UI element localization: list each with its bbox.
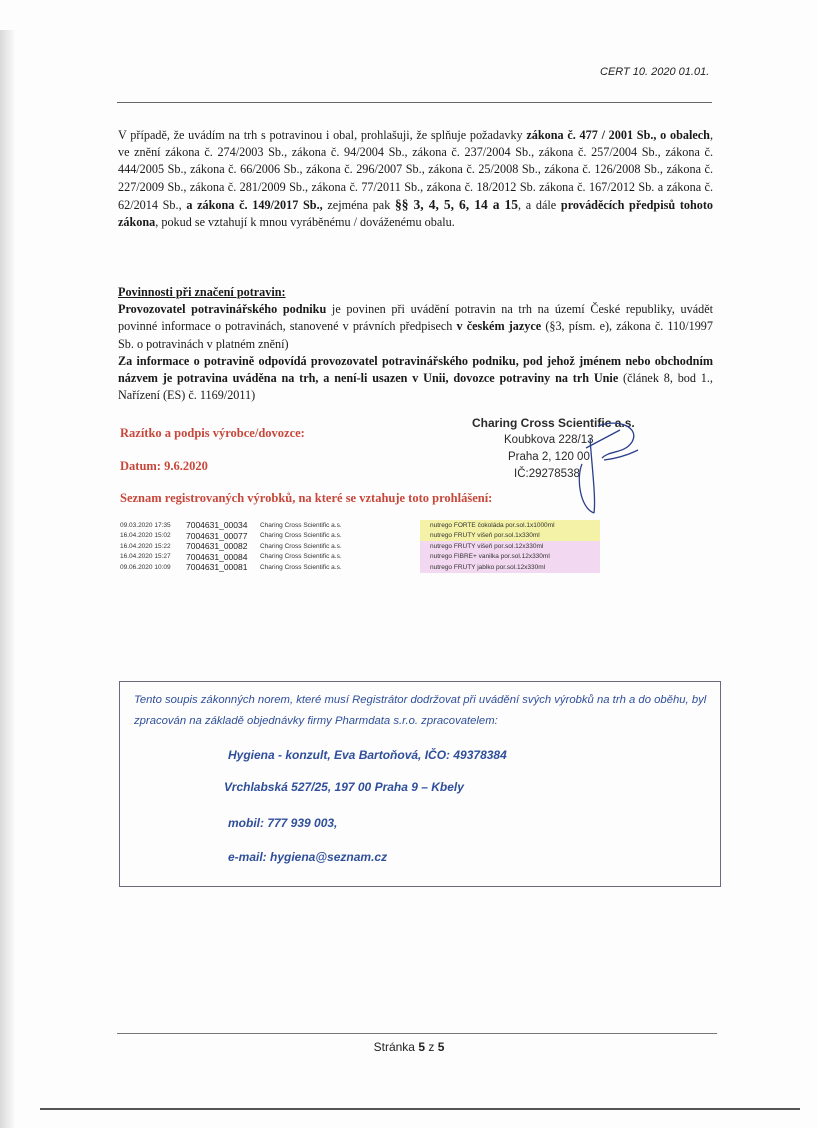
table-row [120,562,600,573]
text: (§3, písm. e), zákona č. 110/1997 Sb. o potravinách v platném znění) [118,319,713,351]
cell-company: Charing Cross Scientific a.s. [260,542,342,550]
cell-datetime: 16.04.2020 15:27 [120,553,171,561]
cell-product: nutrego FORTE čokoláda por.sol.1x1000ml [430,521,555,529]
scan-edge-shadow [0,30,16,1128]
text: (článek 8, bod 1., Nařízení (ES) č. 1169/2011) [118,371,713,403]
responsibility-statement: Za informace o potravině odpovídá provozovatel potravinářského podniku, pod jehož jménem nebo obchodním názvem je potravina uváděna na trh, a není-li usazen v Unii, dovozce potraviny na trh Unie [118,353,713,386]
cell-datetime: 16.04.2020 15:22 [120,542,171,550]
text: je povinen při uvádění potravin na trh na území České republiky, uvádět povinné informace o potravinách, stanovené v právních předpisech [118,302,713,334]
stamp-street: Koubkova 228/13 [504,434,594,446]
page-footer [0,1040,818,1054]
packaging-declaration [118,127,713,231]
cell-product: nutrego FRUTY jablko por.sol.12x330ml [430,563,546,571]
law-reference: zákona č. 477 / 2001 Sb., o obalech [526,128,710,142]
processor-phone: mobil: 777 939 003, [228,816,338,830]
table-row [120,541,600,552]
law-reference: a zákona č. 149/2017 Sb., [186,197,323,212]
page-total: 5 [437,1040,445,1054]
products-table [120,520,600,573]
cell-datetime: 09.03.2020 17:35 [120,521,171,529]
header-rule [117,102,712,103]
stamp-label: Razítko a podpis výrobce/dovozce: [120,426,305,440]
cell-company: Charing Cross Scientific a.s. [260,521,342,529]
text: , ve znění zákona č. 274/2003 Sb., zákona č. 94/2004 Sb., zákona č. 237/2004 Sb., zákona č. 257/2004 Sb., zákona č. 444/2005 Sb., zákona č. 66/2006 Sb., zákona č. 296/2007 Sb., zákona č. 25/2008 Sb., zákona č. 126/2008 Sb., zákona č. 227/2009 Sb., zákona č. 281/2009 Sb., zákona č. 77/2011 Sb., zákona č. 18/2012 Sb. zákona č. 167/2012 Sb. a zákona č. 62/2014 Sb., [118,128,713,212]
operator-term: Provozovatel potravinářského podniku [118,302,327,317]
labeling-obligations [118,284,713,404]
stamp-company: Charing Cross Scientific a.s. [472,416,635,430]
cell-company: Charing Cross Scientific a.s. [260,532,342,540]
cell-product: nutrego FRUTY višeň por.sol.12x330ml [430,542,544,550]
notice-intro: Tento soupis zákonných norem, které musí Registrátor dodržovat při uvádění svých výrobků na trh a do oběhu, byl zpracován na základě objednávky firmy Pharmdata s.r.o. zpracovatelem: [134,694,707,727]
of-word: z [428,1040,435,1054]
sections-reference: §§ 3, 4, 5, 6, 14 a 15 [395,196,519,212]
cell-datetime: 09.06.2020 10:09 [120,563,171,571]
cell-code: 7004631_00082 [186,541,248,552]
date-label: Datum: 9.6.2020 [120,459,208,473]
cell-product: nutrego FRUTY višeň por.sol.1x330ml [430,532,540,540]
stamp-city: Praha 2, 120 00 [508,451,590,463]
table-row [120,520,600,531]
cell-product: nutrego FIBRE+ vanilka por.sol.12x330ml [430,553,550,561]
table-row [120,552,600,563]
text: , a dále [518,197,561,212]
signature-scribble [500,408,670,518]
processor-notice [119,681,721,887]
cell-code: 7004631_00077 [186,530,248,541]
text: zejména pak [322,197,396,212]
cell-code: 7004631_00034 [186,520,248,531]
page-word: Stránka [373,1040,415,1054]
cell-company: Charing Cross Scientific a.s. [260,563,342,571]
text: V případě, že uvádím na trh s potravinou i obal, prohlašuji, že splňuje požadavky [118,128,527,142]
cell-datetime: 16.04.2020 15:02 [120,532,171,540]
footer-rule [117,1033,717,1034]
stamp-ico: IČ:29278538 [514,468,580,480]
table-row [120,531,600,542]
page-number: 5 [418,1040,425,1054]
scan-bottom-edge [40,1108,800,1110]
document-code: CERT 10. 2020 01.01. [600,66,710,78]
cell-code: 7004631_00081 [186,562,248,573]
regulations-reference: prováděcích předpisů tohoto zákona [118,197,713,230]
products-heading: Seznam registrovaných výrobků, na které se vztahuje toto prohlášení: [120,491,493,505]
section-title: Povinnosti při značení potravin: [118,285,286,299]
processor-email: e-mail: hygiena@seznam.cz [228,850,388,864]
processor-name: Hygiena - konzult, Eva Bartoňová, IČO: 49378384 [228,748,507,762]
language-term: v českém jazyce [456,319,542,334]
text: , pokud se vztahují k mnou vyráběnému / dováženému obalu. [155,215,455,230]
cell-company: Charing Cross Scientific a.s. [260,553,342,561]
processor-address: Vrchlabská 527/25, 197 00 Praha 9 – Kbely [224,780,464,794]
cell-code: 7004631_00084 [186,551,248,562]
